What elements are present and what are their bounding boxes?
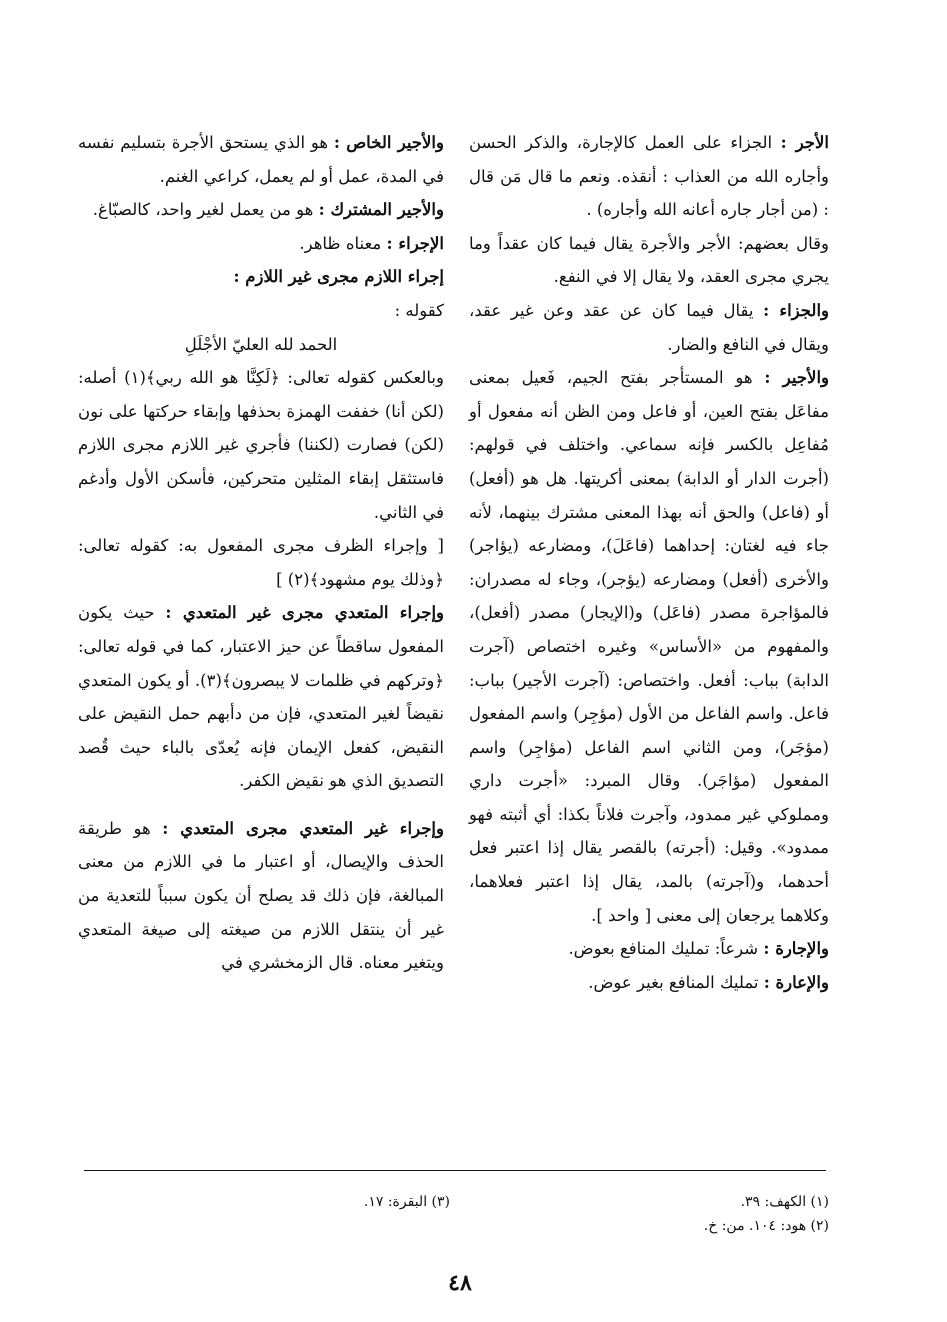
paragraph	[469, 227, 829, 294]
term: إجراء اللازم مجرى غير اللازم :	[233, 267, 444, 287]
paragraph	[469, 966, 829, 1000]
paragraph	[469, 932, 829, 966]
term: والأجير الخاص :	[333, 133, 444, 152]
paragraph	[78, 126, 444, 193]
paragraph	[469, 361, 829, 932]
paragraph-text: [ وإجراء الظرف مجرى المفعول به: كقوله تعالى: ﴿وذلك يوم مشهود﴾(٢) ]	[78, 536, 444, 589]
footnote-divider	[84, 1170, 826, 1171]
paragraph-text: هو طريقة الحذف والإيصال، أو اعتبار ما في اللازم من معنى المبالغة، فإن ذلك قد يصلح أن يكون سبباً للتعدية من غير أن ينتقل اللازم من صيغته إلى صيغة المتعدي ويتغير معناه. قال الزمخشري في	[78, 818, 444, 973]
footnotes-left	[290, 1190, 450, 1214]
paragraph-text: كقوله :	[394, 300, 444, 320]
right-column	[469, 126, 829, 999]
paragraph-text: تمليك المنافع بغير عوض.	[588, 972, 764, 992]
paragraph	[469, 126, 829, 227]
footnote: (٢) هود: ١٠٤. من: خ.	[703, 1218, 829, 1234]
term: والجزاء :	[763, 300, 829, 320]
paragraph-text: الجزاء على العمل كالإجارة، والذكر الحسن وأجاره الله من العذاب : أنقذه. ونعم ما قال مَن قال : (من أجار جاره أعانه الله وأجاره) .	[469, 133, 829, 220]
paragraph	[469, 294, 829, 361]
paragraph-text: شرعاً: تمليك المنافع بعوض.	[568, 939, 764, 959]
paragraph	[78, 596, 444, 798]
page-number: ٤٨	[448, 1270, 472, 1296]
paragraph-text: معناه ظاهر.	[299, 233, 387, 253]
paragraph	[78, 361, 444, 529]
paragraph	[78, 812, 444, 980]
verse-line	[78, 328, 444, 362]
term: وإجراء غير المتعدي مجرى المتعدي :	[162, 818, 444, 838]
paragraph	[78, 227, 444, 261]
paragraph-text: وبالعكس كقوله تعالى: ﴿لَكِنَّا هو الله ربي﴾(١) أصله: (لكن أنا) خففت الهمزة بحذفها وإبقاء حركتها على نون (لكن) فصارت (لكننا) فأجري غير اللازم مجرى اللازم فاستثقل إبقاء المثلين متحركين، فأسكن الأول وأدغم في الثاني.	[78, 368, 444, 522]
paragraph-text: حيث يكون المفعول ساقطاً عن حيز الاعتبار، كما في قوله تعالى: ﴿وتركهم في ظلمات لا يبصرون﴾(٣). أو يكون المتعدي نقيضاً لغير المتعدي، فإن من دأبهم حمل النقيض على النقيض، كفعل الإيمان فإنه يُعدّى بالباء حيث قُصد التصديق الذي هو نقيض الكفر.	[78, 603, 444, 791]
paragraph	[78, 294, 444, 328]
paragraph	[78, 193, 444, 227]
term: والأجير :	[764, 368, 829, 388]
paragraph-text: هو المستأجر بفتح الجيم، فَعيل بمعنى مفاعَل بفتح العين، أو فاعل ومن الظن أنه مفعول أو مُفاعِل بالكسر فإنه سماعي. واختلف في قولهم: (أجرت الدار أو الدابة) بمعنى أكريتها. هل هو (أفعل) أو (فاعل) والحق أنه بهذا المعنى مشترك بينهما، لأنه جاء فيه لغتان: إحداهما (فاعَلَ)، ومضارعه (يؤاجر) والأخرى (أفعل) ومضارعه (يؤجر)، وجاء له مصدران: فالمؤاجرة مصدر (فاعَل) و(الإيجار) مصدر (أفعل)، والمفهوم من «الأساس» وغيره اختصاص (آجرت الدابة) بباب: أفعل. واختصاص: (آجرت الأجير) بباب: فاعل. واسم الفاعل من الأول (مؤجِر) واسم المفعول (مؤجَر)، ومن الثاني اسم الفاعل (مؤاجِر) واسم المفعول (مؤاجَر). وقال المبرد: «أجرت داري ومملوكي غير ممدود، وآجرت فلاناً بكذا: أي أثبته فهو ممدود». وقيل: (أجرته) بالقصر يقال إذا اعتبر فعل أحدهما، و(آجرته) بالمد، يقال إذا اعتبر فعلاهما، وكلاهما يرجعان إلى معنى [ واحد ].	[469, 368, 829, 925]
paragraph-text: يقال فيما كان عن عقد وعن غير عقد، ويقال في النافع والضار.	[469, 300, 829, 354]
term: والأجير المشترك :	[318, 200, 444, 220]
paragraph-text: الحمد لله العليّ الأجْلَلِ	[184, 334, 338, 354]
term: الأجر :	[780, 133, 830, 152]
paragraph-text: هو الذي يستحق الأجرة بتسليم نفسه في المدة، عمل أو لم يعمل، كراعي الغنم.	[78, 133, 444, 186]
term: والإعارة :	[763, 972, 829, 992]
left-column	[78, 126, 444, 980]
term: والإجارة :	[763, 939, 829, 959]
paragraph	[78, 529, 444, 596]
paragraph-text: وقال بعضهم: الأجر والأجرة يقال فيما كان عقداً وما يجري مجرى العقد، ولا يقال إلا في النفع.	[469, 233, 829, 287]
paragraph	[78, 260, 444, 294]
term: الإجراء :	[386, 233, 444, 253]
footnote: (٣) البقرة: ١٧.	[363, 1194, 450, 1210]
paragraph-text: هو من يعمل لغير واحد، كالصبّاغ.	[92, 200, 319, 220]
footnotes-right	[704, 1190, 829, 1238]
term: وإجراء المتعدي مجرى غير المتعدي :	[165, 603, 444, 623]
footnote: (١) الكهف: ٣٩.	[740, 1194, 829, 1210]
